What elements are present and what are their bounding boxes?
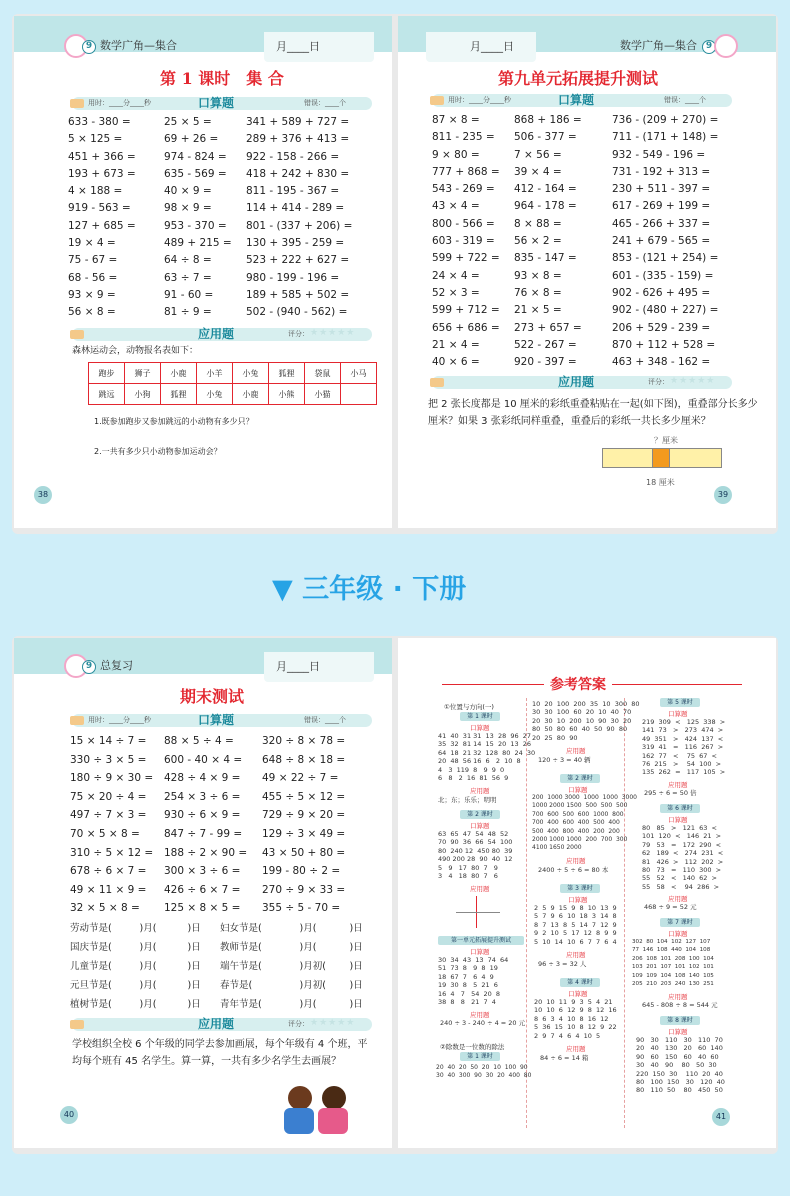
festival-text: 国庆节是( xyxy=(70,942,112,953)
festival-text: )月( xyxy=(290,923,317,934)
ans-sub: 应用题 xyxy=(470,787,490,795)
oral-col-1 xyxy=(432,112,500,371)
oral-item: 648 ÷ 8 × 18 = xyxy=(262,753,346,766)
ans-text: 10 20 100 200 35 10 300 80 30 30 100 60 20 10 40 70 20 30 10 200 10 90 30 20 80 50 80 60 40 50 90 80 20 25 80 90 xyxy=(532,700,640,742)
ans-sub: 应用题 xyxy=(668,895,688,903)
ans-text: 80 85 > 121 63 < 101 120 < 146 21 > 79 53 = 172 290 < 62 189 < 274 231 < 81 426 > 112 202 > 80 73 = 110 300 > 55 52 < 140 62 > 55 58 < 94 286 > xyxy=(642,824,724,891)
oral-item: 412 - 164 = xyxy=(514,183,577,196)
oral-col-1 xyxy=(68,114,136,322)
ans-heading: ②除数是一位数的除法 xyxy=(440,1043,505,1051)
oral-item: 455 ÷ 5 × 12 = xyxy=(262,790,346,803)
oral-bar xyxy=(72,97,372,110)
oral-col-2 xyxy=(164,732,247,918)
ans-text: 120 ÷ 3 = 40 辆 xyxy=(538,756,591,764)
oral-item: 130 + 395 - 259 = xyxy=(246,237,345,250)
festival-text: 儿童节是( xyxy=(70,961,112,972)
date-tab xyxy=(264,652,374,682)
ans-badge: 第 4 课时 xyxy=(560,978,600,987)
ans-sub: 应用题 xyxy=(566,747,586,755)
festival-text: )日 xyxy=(178,999,201,1010)
ans-badge: 第 7 课时 xyxy=(660,918,700,927)
oral-item: 635 - 569 = xyxy=(164,167,227,180)
oral-item: 270 ÷ 9 × 33 = xyxy=(262,883,346,896)
ans-text: 30 34 43 13 74 64 51 73 8 9 8 19 18 67 7 6 4 9 19 30 8 5 21 6 16 4 7 54 20 8 38 8 8 21 7 4 xyxy=(438,956,509,1007)
oral-item: 21 × 5 = xyxy=(514,304,562,317)
oral-col-3 xyxy=(612,112,718,371)
ans-badge: 第 8 课时 xyxy=(660,1016,700,1025)
oral-item: 273 + 657 = xyxy=(514,321,582,334)
table-cell: 小兔 xyxy=(197,384,233,405)
apply-bar xyxy=(72,1018,372,1031)
ans-sub: 口算题 xyxy=(470,724,490,732)
oral-item: 87 × 8 = xyxy=(432,114,480,126)
ans-text: 468 ÷ 9 = 52 元 xyxy=(644,903,697,911)
oral-item: 40 × 9 = xyxy=(164,185,212,198)
table-row xyxy=(89,363,377,384)
table-cell: 小狗 xyxy=(125,384,161,405)
apply-title: 应用题 xyxy=(198,1017,235,1031)
oral-col-3 xyxy=(262,732,345,918)
oral-item: 64 ÷ 8 = xyxy=(164,254,212,267)
table-cell: 小马 xyxy=(341,363,377,384)
oral-item: 543 - 269 = xyxy=(432,183,495,196)
ans-badge: 第 2 课时 xyxy=(460,810,500,819)
oral-item: 289 + 376 + 413 = xyxy=(246,133,350,146)
question-1: 1.既参加跑步又参加跳远的小动物有多少只？ xyxy=(94,417,254,426)
ans-badge: 第 1 课时 xyxy=(460,712,500,721)
oral-item: 8 × 88 = xyxy=(514,217,562,230)
ans-text: 96 ÷ 3 = 32 人 xyxy=(538,960,587,968)
festival-text: 植树节是( xyxy=(70,999,112,1010)
oral-item: 24 × 4 = xyxy=(432,269,480,282)
ans-sub: 应用题 xyxy=(566,857,586,865)
oral-item: 75 × 20 ÷ 4 = xyxy=(70,790,147,803)
mascot-icon xyxy=(714,34,738,58)
figure-overlap xyxy=(652,448,670,468)
oral-item: 974 - 824 = xyxy=(164,150,227,163)
oral-item: 964 - 178 = xyxy=(514,200,577,213)
ans-sub: 口算题 xyxy=(470,822,490,830)
oral-item: 32 × 5 × 8 = xyxy=(70,902,140,915)
col-divider xyxy=(624,698,625,1128)
oral-item: 418 + 242 + 830 = xyxy=(246,167,350,180)
oral-item: 300 × 3 ÷ 6 = xyxy=(164,865,241,878)
oral-item: 523 + 222 + 627 = xyxy=(246,254,350,267)
errors-label: 错误：____个 xyxy=(664,96,706,104)
oral-title: 口算题 xyxy=(558,93,595,107)
oral-item: 76 × 8 = xyxy=(514,286,562,299)
ans-text: 2400 ÷ 5 ÷ 6 = 80 本 xyxy=(538,866,609,874)
ans-badge: 第一单元拓展提升测试 xyxy=(438,936,524,945)
date-tab xyxy=(426,32,536,62)
oral-item: 241 + 679 - 565 = xyxy=(612,235,711,248)
oral-item: 52 × 3 = xyxy=(432,286,480,299)
oral-item: 56 × 2 = xyxy=(514,235,562,248)
unit-badge: 9 xyxy=(82,660,96,674)
score-stars-icon: ★★★★★ xyxy=(310,328,356,338)
ans-text: 200 1000 3000 1000 1000 3000 1000 2000 1500 500 500 500 700 600 500 600 1000 800 700 400 600 400 500 400 500 400 800 400 200 200 2000 1000 1000 200 700 300 4100 1650 2000 xyxy=(532,794,637,852)
festival-text: )月( xyxy=(290,942,317,953)
oral-col-2 xyxy=(164,114,232,322)
table-row xyxy=(89,384,377,405)
oral-item: 502 - (940 - 562) = xyxy=(246,306,348,319)
header-title: 总复习 xyxy=(100,659,133,672)
time-label: 用时：____分____秒 xyxy=(88,716,151,724)
oral-item: 601 - (335 - 159) = xyxy=(612,269,714,282)
ans-badge: 第 5 课时 xyxy=(660,698,700,707)
festival-text: )日 xyxy=(178,961,201,972)
date-label: 月____日 xyxy=(276,40,320,53)
oral-item: 522 - 267 = xyxy=(514,338,577,351)
oral-item: 428 ÷ 4 × 9 = xyxy=(164,772,241,785)
oral-item: 902 - (480 + 227) = xyxy=(612,304,719,317)
oral-title: 口算题 xyxy=(198,96,235,110)
oral-item: 91 - 60 = xyxy=(164,288,214,301)
oral-bar xyxy=(72,714,372,727)
table-cell: 小熊 xyxy=(269,384,305,405)
oral-item: 25 × 5 = xyxy=(164,116,212,128)
figure-top-label: ？厘米 xyxy=(654,436,678,445)
oral-item: 40 × 6 = xyxy=(432,356,480,369)
oral-item: 206 + 529 - 239 = xyxy=(612,321,711,334)
festival-text: )日 xyxy=(178,942,201,953)
table-cell: 跳远 xyxy=(89,384,125,405)
oral-item: 63 ÷ 7 = xyxy=(164,271,212,284)
oral-item: 98 × 9 = xyxy=(164,202,212,215)
pencil-icon xyxy=(70,716,84,725)
oral-item: 800 - 566 = xyxy=(432,217,495,230)
compass-diagram-icon xyxy=(456,896,500,930)
header-title: 数学广角—集合 xyxy=(620,39,697,52)
ans-badge: 第 6 课时 xyxy=(660,804,700,813)
date-label: 月____日 xyxy=(276,660,320,673)
oral-item: 4 × 188 = xyxy=(68,185,123,198)
ans-text: 90 30 110 30 110 70 20 40 130 20 60 140 90 60 150 60 40 60 30 40 90 80 50 30 220 150 30 110 20 40 80 100 150 30 120 40 80 110 50 80 450 50 xyxy=(636,1036,725,1095)
oral-item: 81 ÷ 9 = xyxy=(164,306,212,319)
oral-item: 811 - 235 = xyxy=(432,131,495,144)
festival-text: )日 xyxy=(340,942,363,953)
oral-item: 835 - 147 = xyxy=(514,252,577,265)
oral-item: 49 × 11 × 9 = xyxy=(70,883,147,896)
oral-col-1 xyxy=(70,732,153,918)
question-2: 2.一共有多少只小动物参加运动会？ xyxy=(94,447,222,456)
oral-item: 330 ÷ 3 × 5 = xyxy=(70,753,147,766)
ans-sub: 口算题 xyxy=(668,1028,688,1036)
time-label: 用时：____分____秒 xyxy=(448,96,511,104)
oral-item: 489 + 215 = xyxy=(164,237,232,250)
oral-item: 801 - (337 + 206) = xyxy=(246,219,353,232)
oral-item: 711 - (171 + 148) = xyxy=(612,131,719,144)
table-cell: 狐狸 xyxy=(161,384,197,405)
festival-text: 端午节是( xyxy=(220,961,262,972)
table-cell: 跑步 xyxy=(89,363,125,384)
ans-sub: 口算题 xyxy=(668,816,688,824)
date-label: 月____日 xyxy=(470,40,514,53)
figure-bottom-label: 18 厘米 xyxy=(646,478,675,487)
oral-item: 43 × 50 + 80 = xyxy=(262,846,346,859)
header-title: 数学广角—集合 xyxy=(100,39,177,52)
apply-title: 应用题 xyxy=(198,327,235,341)
ans-sub: 口算题 xyxy=(470,948,490,956)
oral-item: 731 - 192 + 313 = xyxy=(612,165,711,178)
oral-item: 180 ÷ 9 × 30 = xyxy=(70,772,154,785)
apply-title: 应用题 xyxy=(558,375,595,389)
oral-item: 870 + 112 + 528 = xyxy=(612,338,716,351)
oral-item: 932 - 549 - 196 = xyxy=(612,148,706,161)
ans-text: 2 5 9 15 9 8 10 13 9 5 7 9 6 10 18 3 14 8 8 7 13 8 5 14 7 12 9 9 2 10 5 17 12 8 9 9 5 10 14 10 6 7 7 6 4 xyxy=(534,904,617,946)
oral-item: 310 ÷ 5 × 12 = xyxy=(70,846,154,859)
ans-sub: 口算题 xyxy=(668,930,688,938)
oral-item: 320 ÷ 8 × 78 = xyxy=(262,735,346,747)
page-40 xyxy=(14,638,392,1148)
ans-text: 219 309 < 125 338 > 141 73 > 273 474 > 49 351 > 424 137 < 319 41 = 116 267 > 162 77 < 75 67 < 76 215 > 54 100 > 135 262 = 117 105 > xyxy=(642,718,726,777)
festival-text: )月( xyxy=(290,999,317,1010)
pencil-icon xyxy=(70,1020,84,1029)
oral-item: 93 × 9 = xyxy=(68,288,116,301)
oral-item: 69 + 26 = xyxy=(164,133,219,146)
pencil-icon xyxy=(430,378,444,387)
festival-text: )日 xyxy=(340,980,363,991)
table-cell: 小猫 xyxy=(305,384,341,405)
page-38 xyxy=(14,16,392,528)
oral-item: 678 ÷ 6 × 7 = xyxy=(70,865,147,878)
ans-sub: 口算题 xyxy=(668,710,688,718)
page-number: 40 xyxy=(60,1106,78,1124)
ans-text: 20 40 20 50 20 10 100 90 30 40 300 90 30 20 400 80 xyxy=(436,1064,532,1080)
oral-item: 43 × 4 = xyxy=(432,200,480,213)
oral-item: 355 ÷ 5 - 70 = xyxy=(262,902,341,915)
oral-item: 953 - 370 = xyxy=(164,219,227,232)
ans-badge: 第 1 课时 xyxy=(460,1052,500,1061)
ans-sub: 应用题 xyxy=(470,885,490,893)
score-stars-icon: ★★★★★ xyxy=(310,1018,356,1028)
apply-bar xyxy=(432,376,732,389)
table-cell: 小鹿 xyxy=(233,384,269,405)
score-label: 评分： xyxy=(288,1020,309,1028)
date-tab xyxy=(264,32,374,62)
ans-text: 20 10 11 9 3 5 4 21 10 10 6 12 9 8 12 16 8 6 3 4 10 8 16 12 5 36 15 10 8 12 9 22 2 9 7 4 6 4 10 5 xyxy=(534,998,617,1040)
page-number: 38 xyxy=(34,486,52,504)
oral-item: 600 - 40 × 4 = xyxy=(164,753,243,766)
score-stars-icon: ★★★★★ xyxy=(670,376,716,386)
pencil-icon xyxy=(430,96,444,105)
festival-text: 春节是( xyxy=(220,980,253,991)
oral-item: 506 - 377 = xyxy=(514,131,577,144)
ans-text: 41 40 31 31 13 28 96 27 35 32 81 14 15 20 13 26 64 18 21 32 128 80 24 30 20 48 56 16 6 2 10 8 4 3 119 8 9 9 0 6 8 2 16 81 56 9 xyxy=(438,732,536,783)
table-cell: 狮子 xyxy=(125,363,161,384)
apply-text: 学校组织全校 6 个年级的同学去参加画展，每个年级有 4 个班，平均每个班有 45 名学生。算一算，一共有多少名学生去画展？ xyxy=(72,1039,368,1067)
table-cell: 狐狸 xyxy=(269,363,305,384)
table-cell: 小鹿 xyxy=(161,363,197,384)
oral-item: 930 ÷ 6 × 9 = xyxy=(164,809,241,822)
oral-item: 49 × 22 ÷ 7 = xyxy=(262,772,339,785)
page-number: 41 xyxy=(712,1108,730,1126)
festival-text: )月( xyxy=(130,980,157,991)
oral-item: 125 × 8 × 5 = xyxy=(164,902,241,915)
animal-table xyxy=(88,362,377,405)
festival-text: 青年节是( xyxy=(220,999,262,1010)
page-number: 39 xyxy=(714,486,732,504)
festival-text: )日 xyxy=(178,923,201,934)
section-label: ▼ 三年级 · 下册 xyxy=(272,574,467,605)
ans-sub: 口算题 xyxy=(568,990,588,998)
oral-item: 811 - 195 - 367 = xyxy=(246,185,340,198)
oral-item: 465 - 266 + 337 = xyxy=(612,217,711,230)
oral-item: 68 - 56 = xyxy=(68,271,118,284)
oral-item: 599 + 712 = xyxy=(432,304,500,317)
festival-text: 教师节是( xyxy=(220,942,262,953)
time-label: 用时：____分____秒 xyxy=(88,99,151,107)
oral-item: 7 × 56 = xyxy=(514,148,562,161)
oral-item: 199 - 80 ÷ 2 = xyxy=(262,865,341,878)
score-label: 评分： xyxy=(288,330,309,338)
oral-item: 497 ÷ 7 × 3 = xyxy=(70,809,147,822)
ans-text: 84 ÷ 6 = 14 箱 xyxy=(540,1054,589,1062)
oral-item: 980 - 199 - 196 = xyxy=(246,271,340,284)
oral-item: 254 × 3 ÷ 6 = xyxy=(164,790,241,803)
festival-text: )月初( xyxy=(290,980,326,991)
ans-text: 295 ÷ 6 = 50 倍 xyxy=(644,789,697,797)
oral-item: 847 ÷ 7 - 99 = xyxy=(164,827,243,840)
festival-text: )月( xyxy=(130,999,157,1010)
oral-bar xyxy=(432,94,732,107)
ans-sub: 口算题 xyxy=(568,786,588,794)
ans-sub: 应用题 xyxy=(566,951,586,959)
ans-text: 北；东；乐乐；明明 xyxy=(438,796,497,804)
oral-item: 656 + 686 = xyxy=(432,321,500,334)
oral-item: 603 - 319 = xyxy=(432,235,495,248)
oral-item: 920 - 397 = xyxy=(514,356,577,369)
score-label: 评分： xyxy=(648,378,669,386)
ans-sub: 应用题 xyxy=(566,1045,586,1053)
festival-text: )日 xyxy=(340,923,363,934)
oral-item: 88 × 5 ÷ 4 = xyxy=(164,735,234,747)
oral-item: 93 × 8 = xyxy=(514,269,562,282)
festival-text: )月( xyxy=(130,923,157,934)
oral-item: 633 - 380 = xyxy=(68,116,131,128)
oral-item: 463 + 348 - 162 = xyxy=(612,356,711,369)
oral-item: 189 + 585 + 502 = xyxy=(246,288,350,301)
ans-badge: 第 3 课时 xyxy=(560,884,600,893)
oral-item: 193 + 673 = xyxy=(68,167,136,180)
oral-item: 777 + 868 = xyxy=(432,165,500,178)
ans-text: 645 - 808 ÷ 8 = 544 元 xyxy=(642,1001,718,1009)
oral-item: 5 × 125 = xyxy=(68,133,123,146)
children-illustration-icon xyxy=(284,1086,354,1136)
answers-title: 参考答案 xyxy=(544,674,612,694)
oral-col-2 xyxy=(514,112,582,371)
festival-text: 元旦节是( xyxy=(70,980,112,991)
lesson-title: 第九单元拓展提升测试 xyxy=(498,69,659,88)
table-cell: 小兔 xyxy=(233,363,269,384)
oral-title: 口算题 xyxy=(198,713,235,727)
oral-item: 70 × 5 × 8 = xyxy=(70,827,140,840)
festival-text: )月( xyxy=(130,961,157,972)
page-39 xyxy=(398,16,776,528)
errors-label: 错误：____个 xyxy=(304,99,346,107)
oral-item: 15 × 14 ÷ 7 = xyxy=(70,735,147,747)
oral-item: 75 - 67 = xyxy=(68,254,118,267)
festival-text: 妇女节是( xyxy=(220,923,262,934)
ans-badge: 第 2 课时 xyxy=(560,774,600,783)
table-cell xyxy=(341,384,377,405)
ans-text: 63 65 47 54 48 52 70 90 36 66 54 100 80 240 12 450 80 39 490 200 28 90 40 12 5 9 17 80 7 9 3 4 18 80 7 6 xyxy=(438,830,513,881)
oral-item: 919 - 563 = xyxy=(68,202,131,215)
oral-item: 736 - (209 + 270) = xyxy=(612,114,719,126)
table-cell: 小羊 xyxy=(197,363,233,384)
oral-item: 868 + 186 = xyxy=(514,114,582,126)
oral-item: 129 ÷ 3 × 49 = xyxy=(262,827,346,840)
oral-item: 853 - (121 + 254) = xyxy=(612,252,719,265)
pencil-icon xyxy=(70,330,84,339)
ans-heading: ①位置与方向(一) xyxy=(444,703,494,711)
oral-item: 9 × 80 = xyxy=(432,148,480,161)
oral-item: 729 ÷ 9 × 20 = xyxy=(262,809,346,822)
festival-text: )日 xyxy=(340,999,363,1010)
page-41 xyxy=(398,638,776,1148)
ans-text: 240 ÷ 3 - 240 ÷ 4 = 20 元 xyxy=(440,1019,526,1027)
oral-item: 617 - 269 + 199 = xyxy=(612,200,711,213)
oral-item: 341 + 589 + 727 = xyxy=(246,116,350,128)
oral-item: 19 × 4 = xyxy=(68,237,116,250)
lesson-title: 期末测试 xyxy=(180,687,245,706)
unit-badge: 9 xyxy=(702,40,716,54)
festival-text: )月( xyxy=(130,942,157,953)
pencil-icon xyxy=(70,99,84,108)
oral-item: 451 + 366 = xyxy=(68,150,136,163)
festival-text: )日 xyxy=(178,980,201,991)
apply-bar xyxy=(72,328,372,341)
apply-text: 把 2 张长度都是 10 厘米的彩纸重叠粘贴在一起(如下图)，重叠部分长多少厘米？如果 3 张彩纸同样重叠，重叠后的彩纸一共长多少厘米？ xyxy=(428,399,758,427)
ans-sub: 应用题 xyxy=(668,993,688,1001)
oral-item: 426 ÷ 6 × 7 = xyxy=(164,883,241,896)
festival-text: )月初( xyxy=(290,961,326,972)
oral-item: 127 + 685 = xyxy=(68,219,136,232)
ans-sub: 应用题 xyxy=(470,1011,490,1019)
ans-sub: 应用题 xyxy=(668,781,688,789)
ans-sub: 口算题 xyxy=(568,896,588,904)
oral-col-3 xyxy=(246,114,352,322)
lesson-title: 第 1 课时 集 合 xyxy=(160,69,284,88)
unit-badge: 9 xyxy=(82,40,96,54)
oral-item: 922 - 158 - 266 = xyxy=(246,150,340,163)
oral-item: 188 ÷ 2 × 90 = xyxy=(164,846,248,859)
oral-item: 114 + 414 - 289 = xyxy=(246,202,345,215)
ans-text: 302 80 104 102 127 107 77 146 108 440 104 108 206 108 101 208 100 104 103 201 107 101 102 101 109 109 104 108 140 105 205 210 203 240 130 251 xyxy=(632,939,714,988)
festival-text: 劳动节是( xyxy=(70,923,112,934)
oral-item: 39 × 4 = xyxy=(514,165,562,178)
oral-item: 599 + 722 = xyxy=(432,252,500,265)
oral-item: 902 - 626 + 495 = xyxy=(612,286,711,299)
oral-item: 230 + 511 - 397 = xyxy=(612,183,711,196)
oral-item: 56 × 8 = xyxy=(68,306,116,319)
festival-text: )日 xyxy=(340,961,363,972)
oral-item: 21 × 4 = xyxy=(432,338,480,351)
apply-intro: 森林运动会，动物报名表如下： xyxy=(72,346,199,356)
table-cell: 袋鼠 xyxy=(305,363,341,384)
errors-label: 错误：____个 xyxy=(304,716,346,724)
